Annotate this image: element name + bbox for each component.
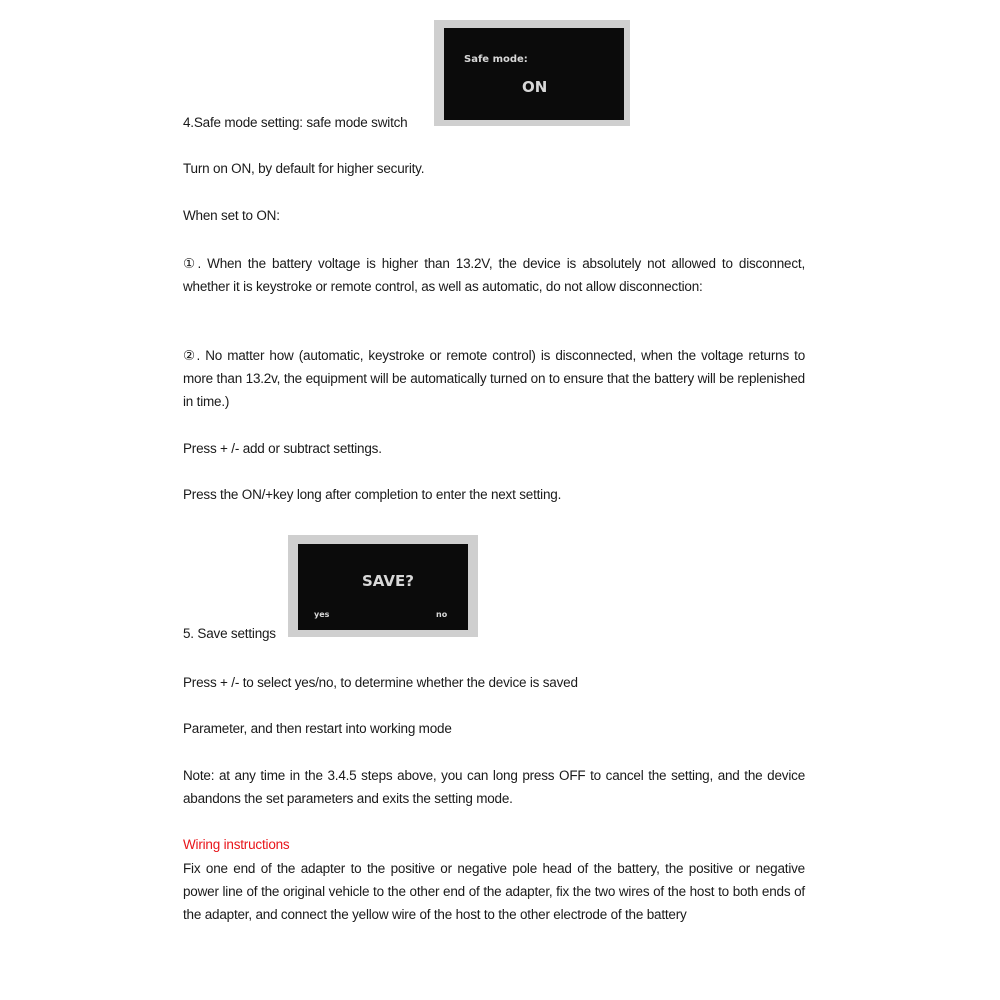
lcd-save-title: SAVE? bbox=[362, 572, 414, 590]
safe-mode-on-label: When set to ON: bbox=[183, 208, 280, 223]
safe-mode-rule-2: ②. No matter how (automatic, keystroke or remote control) is disconnected, when the voltage returns to more than 13.2v, the equipment will be automatically turned on to ensure that the battery will be replenished in time.) bbox=[183, 348, 805, 409]
safe-mode-next-instruction: Press the ON/+key long after completion to enter the next setting. bbox=[183, 487, 562, 502]
safe-mode-rule-1: ①. When the battery voltage is higher than 13.2V, the device is absolutely not allowed to disconnect, whether it is keystroke or remote control, as well as automatic, do not allow disconnection: bbox=[183, 256, 805, 294]
lcd-safe-mode-label: Safe mode: bbox=[464, 54, 528, 65]
safe-mode-adjust-instruction: Press + /- add or subtract settings. bbox=[183, 441, 382, 456]
lcd-safe-mode-value: ON bbox=[522, 78, 548, 96]
wiring-heading: Wiring instructions bbox=[183, 837, 290, 852]
lcd-save-yes: yes bbox=[314, 610, 330, 619]
save-restart-instruction: Parameter, and then restart into working mode bbox=[183, 721, 452, 736]
save-select-instruction: Press + /- to select yes/no, to determine whether the device is saved bbox=[183, 675, 578, 690]
lcd-screen bbox=[444, 28, 624, 120]
lcd-screen bbox=[298, 544, 468, 630]
safe-mode-heading: 4.Safe mode setting: safe mode switch bbox=[183, 115, 408, 130]
lcd-save-no: no bbox=[436, 610, 448, 619]
safe-mode-default-text: Turn on ON, by default for higher security. bbox=[183, 161, 425, 176]
wiring-instructions-text: Fix one end of the adapter to the positive or negative pole head of the battery, the positive or negative power line of the original vehicle to the other end of the adapter, fix the two wires of the host to both ends of the adapter, and connect the yellow wire of the host to the other electrode of the battery bbox=[183, 861, 805, 922]
cancel-note: Note: at any time in the 3.4.5 steps above, you can long press OFF to cancel the setting, and the device abandons the set parameters and exits the setting mode. bbox=[183, 768, 805, 806]
save-settings-heading: 5. Save settings bbox=[183, 626, 276, 641]
